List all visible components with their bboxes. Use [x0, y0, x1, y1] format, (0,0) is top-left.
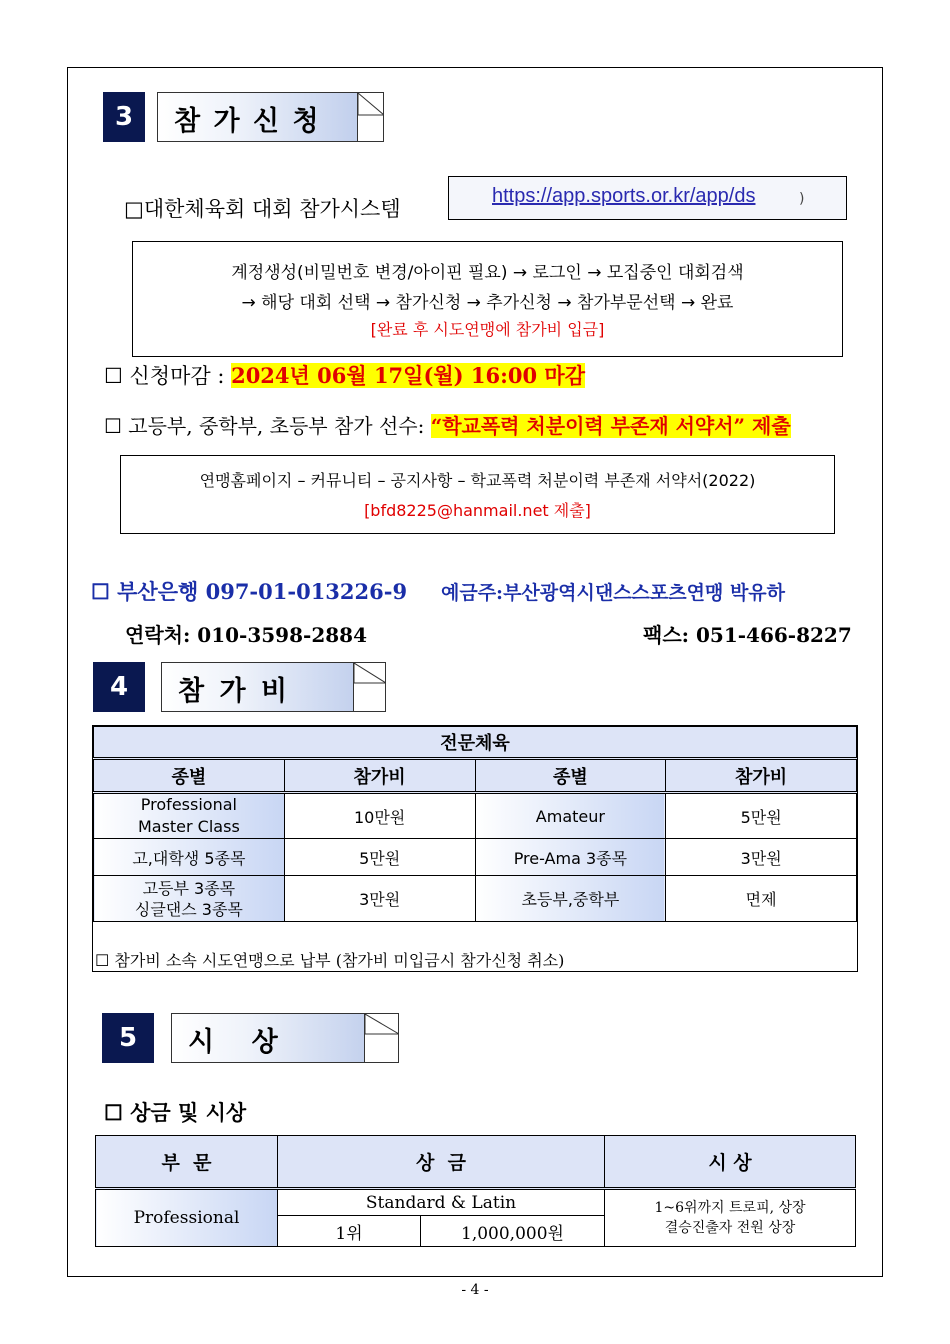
steps-line-1: 계정생성(비밀번호 변경/아이핀 필요) → 로그인 → 모집중인 대회검색: [231, 263, 744, 283]
registration-steps-box: [132, 241, 843, 357]
deadline-row: [104, 360, 585, 390]
fee-cell-category: 초등부,중학부: [475, 876, 666, 922]
fee-table-wrapper: [92, 725, 858, 972]
fee-header-category-2: 종별: [475, 759, 666, 793]
pledge-label: ☐ 고등부, 중학부, 초등부 참가 선수:: [104, 414, 431, 438]
steps-line-2: → 해당 대회 선택 → 참가신청 → 추가신청 → 참가부문선택 → 완료: [241, 293, 734, 313]
account-holder: 예금주:부산광역시댄스스포츠연맹 박유하: [441, 582, 786, 604]
url-box: [448, 176, 847, 220]
prize-header-award: 시 상: [605, 1136, 856, 1189]
fee-cell-fee: 면제: [666, 876, 857, 922]
fee-cell-category: 고,대학생 5종목: [94, 839, 285, 876]
fee-row: [94, 793, 857, 839]
fee-cell-fee: 5만원: [284, 839, 475, 876]
prize-header-division: 부 문: [96, 1136, 278, 1189]
section-5-title: 시 상: [188, 1027, 278, 1058]
fee-table: [93, 726, 857, 922]
fee-note: ☐ 참가비 소속 시도연맹으로 납부 (참가비 미입금시 참가신청 취소): [95, 951, 565, 970]
pledge-value: “학교폭력 처분이력 부존재 서약서” 제출: [430, 414, 791, 438]
registration-system-label: □대한체육회 대회 참가시스템: [124, 197, 401, 221]
pledge-path: 연맹홈페이지 – 커뮤니티 – 공지사항 – 학교폭력 처분이력 부존재 서약서(2022): [199, 471, 756, 490]
fee-cell-category: 고등부 3종목 싱글댄스 3종목: [94, 876, 285, 922]
fee-cell-fee: 5만원: [666, 793, 857, 839]
fee-caption: 전문체육: [94, 727, 857, 759]
prize-event: Standard & Latin: [278, 1189, 605, 1216]
fee-cell-category: Professional Master Class: [94, 793, 285, 839]
contact-phone: 연락처: 010-3598-2884: [125, 623, 367, 647]
contact-fax: 팩스: 051-466-8227: [643, 623, 852, 647]
fee-row: [94, 839, 857, 876]
section-4-title-box: [161, 662, 386, 712]
bank-account: ☐ 부산은행 097-01-013226-9: [91, 579, 408, 604]
steps-note: [완료 후 시도연맹에 참가비 입금]: [370, 320, 605, 339]
fee-header-fee-2: 참가비: [666, 759, 857, 793]
section-4-title: 참 가 비: [178, 676, 291, 707]
prize-header-amount: 상 금: [278, 1136, 605, 1189]
prize-rank: 1위: [278, 1216, 421, 1247]
url-suffix: ): [799, 191, 805, 207]
prize-award-line-1: 1~6위까지 트로피, 상장: [654, 1200, 806, 1216]
fee-cell-fee: 10만원: [284, 793, 475, 839]
pledge-row: [104, 410, 791, 439]
prize-label: ☐ 상금 및 시상: [104, 1100, 247, 1125]
prize-amount: 1,000,000원: [421, 1216, 605, 1247]
section-3-number: 3: [103, 92, 145, 142]
deadline-value: 2024년 06월 17일(월) 16:00 마감: [231, 363, 586, 388]
fee-row: [94, 876, 857, 922]
section-4-number: 4: [93, 662, 145, 712]
fee-cell-category: Amateur: [475, 793, 666, 839]
section-5-title-box: [171, 1013, 399, 1063]
fee-cell-category: Pre-Ama 3종목: [475, 839, 666, 876]
prize-award-cell: [605, 1189, 856, 1247]
section-3-title-box: [157, 92, 384, 142]
fee-header-category-1: 종별: [94, 759, 285, 793]
deadline-label: ☐ 신청마감 :: [104, 364, 232, 388]
pledge-email: [bfd8225@hanmail.net 제출]: [364, 501, 591, 520]
prize-table: [95, 1135, 856, 1247]
prize-division: Professional: [96, 1189, 278, 1247]
page-number: - 4 -: [461, 1282, 489, 1298]
pledge-info-box: [120, 455, 835, 534]
section-3-title: 참 가 신 청: [174, 106, 321, 137]
section-5-number: 5: [102, 1013, 154, 1063]
registration-url-link[interactable]: https://app.sports.or.kr/app/ds: [492, 185, 756, 207]
prize-award-line-2: 결승진출자 전원 상장: [664, 1220, 796, 1236]
fee-header-fee-1: 참가비: [284, 759, 475, 793]
fee-cell-fee: 3만원: [284, 876, 475, 922]
fee-cell-fee: 3만원: [666, 839, 857, 876]
